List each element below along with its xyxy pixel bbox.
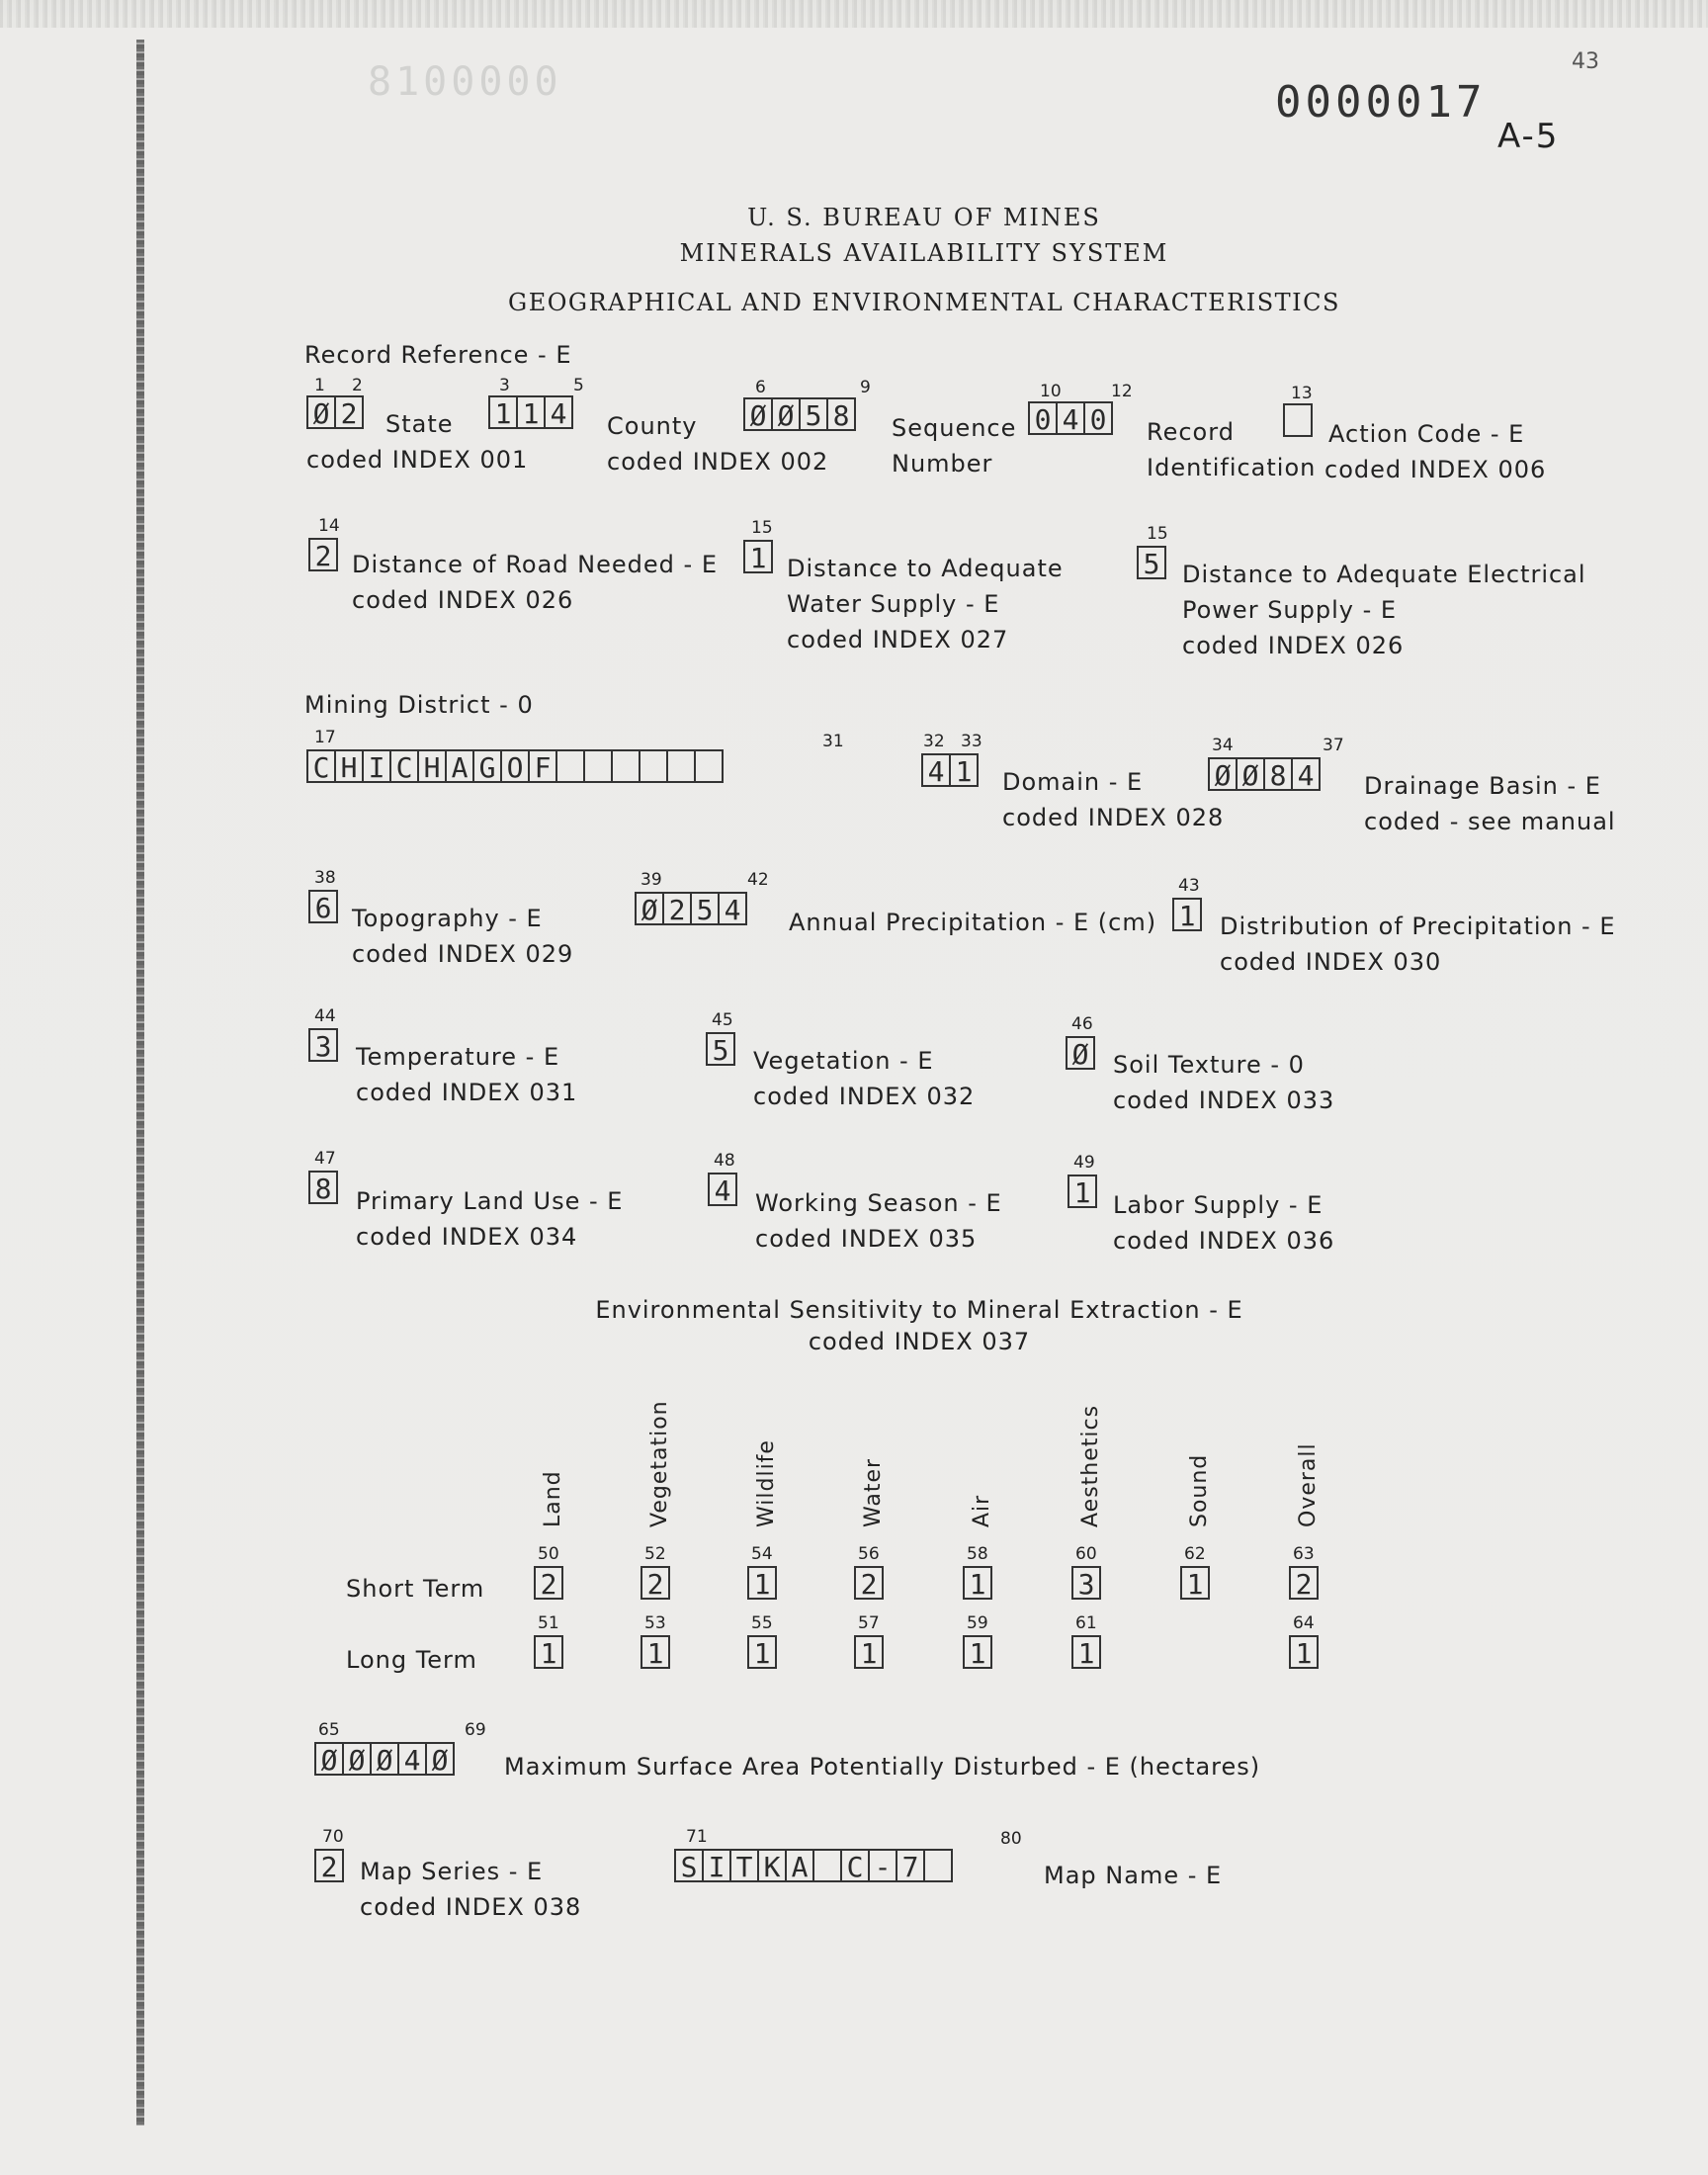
agency-title: U. S. BUREAU OF MINES xyxy=(747,204,1101,231)
faint-stamp-number: 8100000 xyxy=(368,59,562,105)
col-num: 64 xyxy=(1293,1613,1315,1633)
long-term-box[interactable]: 1 xyxy=(1289,1635,1319,1669)
county-boxes[interactable] xyxy=(488,395,573,429)
code-box: 5 xyxy=(799,397,828,431)
land-use-label: Primary Land Use - E xyxy=(356,1187,624,1215)
sensitivity-title: Environmental Sensitivity to Mineral Extraction - E xyxy=(595,1296,1243,1324)
distribution-label: Distribution of Precipitation - E xyxy=(1220,913,1616,940)
col-num: 37 xyxy=(1323,736,1344,755)
col-num: 61 xyxy=(1075,1613,1097,1633)
topography-label: Topography - E xyxy=(352,905,543,932)
long-term-box[interactable]: 1 xyxy=(854,1635,884,1669)
code-box: 1 xyxy=(743,540,773,573)
power-label-2: Power Supply - E xyxy=(1182,596,1398,624)
long-term-label: Long Term xyxy=(346,1646,477,1674)
letter-box: K xyxy=(757,1849,787,1882)
col-num: 55 xyxy=(751,1613,773,1633)
short-term-box[interactable]: 1 xyxy=(747,1566,777,1600)
letter-box: A xyxy=(445,749,474,783)
record-id-label-2: Identification xyxy=(1147,454,1317,481)
aspect-label: Land xyxy=(541,1470,565,1527)
col-num: 5 xyxy=(573,376,584,395)
code-box: 3 xyxy=(308,1028,338,1062)
code-box: Ø xyxy=(635,892,664,925)
power-index: coded INDEX 026 xyxy=(1182,632,1405,659)
short-term-label: Short Term xyxy=(346,1575,485,1603)
letter-box xyxy=(666,749,696,783)
letter-box xyxy=(923,1849,953,1882)
vegetation-label: Vegetation - E xyxy=(753,1047,934,1075)
temperature-box[interactable] xyxy=(308,1028,338,1062)
col-num: 46 xyxy=(1071,1014,1093,1034)
code-box xyxy=(1283,403,1313,437)
letter-box: T xyxy=(729,1849,759,1882)
long-term-box[interactable]: 1 xyxy=(640,1635,670,1669)
topography-index: coded INDEX 029 xyxy=(352,940,574,968)
sequence-label-2: Number xyxy=(892,450,993,478)
distribution-index: coded INDEX 030 xyxy=(1220,948,1442,976)
letter-box: 7 xyxy=(896,1849,925,1882)
col-num: 59 xyxy=(967,1613,988,1633)
water-label-2: Water Supply - E xyxy=(787,590,1000,618)
water-index: coded INDEX 027 xyxy=(787,626,1009,653)
code-box: Ø xyxy=(342,1742,372,1776)
col-num: 49 xyxy=(1073,1153,1095,1173)
letter-box: F xyxy=(528,749,557,783)
aspect-label: Vegetation xyxy=(647,1400,672,1527)
letter-box: O xyxy=(500,749,530,783)
letter-box xyxy=(812,1849,842,1882)
short-term-box[interactable]: 2 xyxy=(1289,1566,1319,1600)
col-num: 45 xyxy=(712,1010,733,1030)
col-num: 58 xyxy=(967,1544,988,1564)
col-num: 32 xyxy=(923,732,945,751)
road-label: Distance of Road Needed - E xyxy=(352,551,718,578)
code-box: Ø xyxy=(1236,757,1265,791)
water-label: Distance to Adequate xyxy=(787,555,1064,582)
code-box: Ø xyxy=(425,1742,455,1776)
code-box: Ø xyxy=(314,1742,344,1776)
aspect-label: Air xyxy=(970,1494,994,1527)
soil-box[interactable] xyxy=(1066,1036,1095,1070)
mining-district-boxes[interactable] xyxy=(306,749,724,783)
col-num: 12 xyxy=(1111,382,1133,401)
short-term-box[interactable]: 1 xyxy=(963,1566,992,1600)
long-term-box[interactable]: 1 xyxy=(747,1635,777,1669)
state-index: coded INDEX 001 xyxy=(306,446,529,474)
col-num: 65 xyxy=(318,1720,340,1740)
col-num: 10 xyxy=(1040,382,1062,401)
precipitation-label: Annual Precipitation - E (cm) xyxy=(789,909,1157,936)
col-num: 38 xyxy=(314,868,336,888)
labor-supply-index: coded INDEX 036 xyxy=(1113,1227,1335,1255)
col-num: 50 xyxy=(538,1544,559,1564)
col-num: 14 xyxy=(318,516,340,536)
soil-label: Soil Texture - 0 xyxy=(1113,1051,1305,1079)
long-term-box[interactable]: 1 xyxy=(1071,1635,1101,1669)
domain-label: Domain - E xyxy=(1002,768,1144,796)
mining-district-title: Mining District - 0 xyxy=(304,691,534,719)
aspect-label: Sound xyxy=(1187,1453,1212,1527)
letter-box xyxy=(694,749,724,783)
working-season-box[interactable] xyxy=(708,1173,737,1206)
col-num: 15 xyxy=(1147,524,1168,544)
record-id-boxes[interactable] xyxy=(1028,401,1113,435)
code-box: 2 xyxy=(662,892,692,925)
letter-box: C xyxy=(306,749,336,783)
record-id-label: Record xyxy=(1147,418,1235,446)
scan-left-edge xyxy=(136,40,144,2126)
code-box: 0 xyxy=(1083,401,1113,435)
letter-box xyxy=(555,749,585,783)
surface-area-label: Maximum Surface Area Potentially Disturbed - E (hectares) xyxy=(504,1753,1261,1781)
col-num: 33 xyxy=(961,732,982,751)
letter-box xyxy=(611,749,640,783)
col-num: 56 xyxy=(858,1544,880,1564)
col-num: 63 xyxy=(1293,1544,1315,1564)
scan-top-edge xyxy=(0,0,1708,28)
record-reference-title: Record Reference - E xyxy=(304,341,572,369)
system-title: MINERALS AVAILABILITY SYSTEM xyxy=(679,239,1169,267)
drainage-index: coded - see manual xyxy=(1364,808,1616,835)
letter-box: G xyxy=(472,749,502,783)
aspect-label: Aesthetics xyxy=(1078,1404,1103,1527)
col-num: 39 xyxy=(640,870,662,890)
letter-box xyxy=(583,749,613,783)
labor-supply-box[interactable] xyxy=(1068,1174,1097,1208)
col-num: 80 xyxy=(1000,1829,1022,1849)
map-series-label: Map Series - E xyxy=(360,1858,544,1885)
distribution-box[interactable] xyxy=(1172,898,1202,931)
long-term-box[interactable]: 1 xyxy=(963,1635,992,1669)
water-box[interactable] xyxy=(743,540,773,573)
col-num: 60 xyxy=(1075,1544,1097,1564)
domain-index: coded INDEX 028 xyxy=(1002,804,1225,831)
code-box: 8 xyxy=(826,397,856,431)
sequence-label: Sequence xyxy=(892,414,1017,442)
code-box: Ø xyxy=(1208,757,1238,791)
domain-boxes[interactable] xyxy=(921,753,979,787)
county-label: County xyxy=(607,412,698,440)
col-num: 51 xyxy=(538,1613,559,1633)
short-term-box[interactable]: 3 xyxy=(1071,1566,1101,1600)
code-box: 5 xyxy=(1137,546,1166,579)
code-box: 4 xyxy=(718,892,747,925)
soil-index: coded INDEX 033 xyxy=(1113,1087,1335,1114)
aspect-label: Water xyxy=(861,1457,886,1527)
col-num: 69 xyxy=(465,1720,486,1740)
letter-box: I xyxy=(702,1849,731,1882)
code-box: 4 xyxy=(397,1742,427,1776)
col-num: 53 xyxy=(644,1613,666,1633)
letter-box: S xyxy=(674,1849,704,1882)
code-box: 5 xyxy=(706,1032,735,1066)
county-index: coded INDEX 002 xyxy=(607,448,829,476)
precipitation-boxes[interactable] xyxy=(635,892,747,925)
col-num: 62 xyxy=(1184,1544,1206,1564)
col-num: 52 xyxy=(644,1544,666,1564)
col-num: 54 xyxy=(751,1544,773,1564)
col-num: 34 xyxy=(1212,736,1234,755)
col-num: 48 xyxy=(714,1151,735,1171)
code-box: 4 xyxy=(921,753,951,787)
aspect-label: Overall xyxy=(1296,1442,1321,1527)
col-num: 70 xyxy=(322,1827,344,1847)
action-code-label: Action Code - E xyxy=(1328,420,1525,448)
vegetation-box[interactable] xyxy=(706,1032,735,1066)
road-index: coded INDEX 026 xyxy=(352,586,574,614)
map-series-box[interactable] xyxy=(314,1849,344,1882)
code-box: Ø xyxy=(771,397,801,431)
col-num: 6 xyxy=(755,378,766,397)
vegetation-index: coded INDEX 032 xyxy=(753,1083,976,1110)
col-num: 43 xyxy=(1178,876,1200,896)
col-num: 71 xyxy=(686,1827,708,1847)
code-box: 0 xyxy=(1028,401,1058,435)
land-use-box[interactable] xyxy=(308,1171,338,1204)
code-box: 4 xyxy=(1291,757,1321,791)
drainage-boxes[interactable] xyxy=(1208,757,1321,791)
col-num: 42 xyxy=(747,870,769,890)
code-box: 1 xyxy=(949,753,979,787)
col-num: 57 xyxy=(858,1613,880,1633)
code-box: 2 xyxy=(314,1849,344,1882)
map-name-label: Map Name - E xyxy=(1044,1862,1223,1889)
col-num: 9 xyxy=(860,378,871,397)
col-num: 13 xyxy=(1291,384,1313,403)
short-term-box[interactable]: 2 xyxy=(640,1566,670,1600)
state-boxes[interactable] xyxy=(306,395,364,429)
sequence-boxes[interactable] xyxy=(743,397,856,431)
map-series-index: coded INDEX 038 xyxy=(360,1893,582,1921)
handwritten-page-number: 43 xyxy=(1572,49,1599,74)
code-box: 1 xyxy=(1172,898,1202,931)
labor-supply-label: Labor Supply - E xyxy=(1113,1191,1324,1219)
topography-box[interactable] xyxy=(308,890,338,923)
short-term-box[interactable]: 1 xyxy=(1180,1566,1210,1600)
temperature-label: Temperature - E xyxy=(356,1043,560,1071)
code-box: 4 xyxy=(1056,401,1085,435)
map-name-boxes[interactable] xyxy=(674,1849,953,1882)
long-term-box[interactable]: 1 xyxy=(534,1635,563,1669)
code-box: Ø xyxy=(1066,1036,1095,1070)
document-number: 0000017 xyxy=(1275,77,1487,128)
code-box: Ø xyxy=(743,397,773,431)
code-box: 8 xyxy=(1263,757,1293,791)
code-box: 1 xyxy=(516,395,546,429)
col-num: 15 xyxy=(751,518,773,538)
code-box: Ø xyxy=(370,1742,399,1776)
code-box: 1 xyxy=(488,395,518,429)
col-num: 2 xyxy=(352,376,363,395)
state-label: State xyxy=(385,410,454,438)
drainage-label: Drainage Basin - E xyxy=(1364,772,1601,800)
code-box: 4 xyxy=(708,1173,737,1206)
aspect-label: Wildlife xyxy=(754,1439,779,1527)
letter-box: H xyxy=(417,749,447,783)
col-num: 44 xyxy=(314,1006,336,1026)
temperature-index: coded INDEX 031 xyxy=(356,1079,578,1106)
letter-box: C xyxy=(389,749,419,783)
form-title: GEOGRAPHICAL AND ENVIRONMENTAL CHARACTERISTICS xyxy=(508,289,1340,316)
code-box: 5 xyxy=(690,892,720,925)
code-box: 4 xyxy=(544,395,573,429)
letter-box: C xyxy=(840,1849,870,1882)
code-box: 8 xyxy=(308,1171,338,1204)
letter-box xyxy=(639,749,668,783)
col-num: 47 xyxy=(314,1149,336,1169)
letter-box: A xyxy=(785,1849,814,1882)
col-num: 1 xyxy=(314,376,325,395)
letter-box: H xyxy=(334,749,364,783)
code-box: 2 xyxy=(308,538,338,571)
working-season-label: Working Season - E xyxy=(755,1189,1002,1217)
code-box: 2 xyxy=(334,395,364,429)
col-num: 17 xyxy=(314,728,336,747)
letter-box: - xyxy=(868,1849,897,1882)
power-box[interactable] xyxy=(1137,546,1166,579)
letter-box: I xyxy=(362,749,391,783)
road-box[interactable] xyxy=(308,538,338,571)
col-num: 3 xyxy=(499,376,510,395)
surface-area-boxes[interactable] xyxy=(314,1742,455,1776)
action-code-box[interactable] xyxy=(1283,403,1313,437)
short-term-box[interactable]: 2 xyxy=(534,1566,563,1600)
power-label: Distance to Adequate Electrical xyxy=(1182,561,1586,588)
land-use-index: coded INDEX 034 xyxy=(356,1223,578,1251)
appendix-label: A-5 xyxy=(1497,117,1560,156)
sensitivity-index: coded INDEX 037 xyxy=(808,1328,1031,1355)
code-box: 6 xyxy=(308,890,338,923)
short-term-box[interactable]: 2 xyxy=(854,1566,884,1600)
working-season-index: coded INDEX 035 xyxy=(755,1225,978,1253)
action-code-index: coded INDEX 006 xyxy=(1324,456,1547,483)
code-box: Ø xyxy=(306,395,336,429)
code-box: 1 xyxy=(1068,1174,1097,1208)
col-num: 31 xyxy=(822,732,844,751)
